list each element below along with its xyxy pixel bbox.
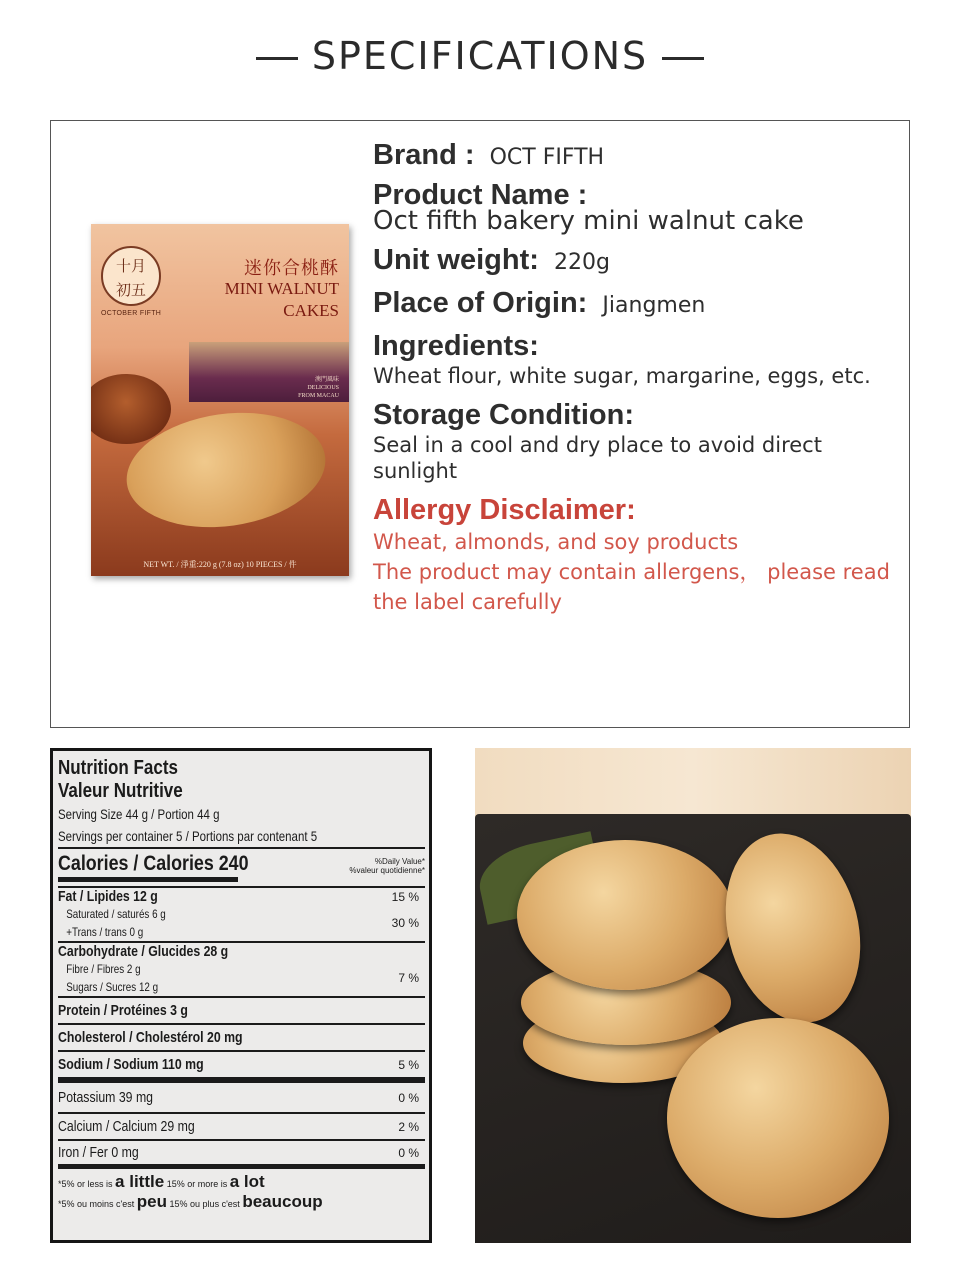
calories-underline <box>58 877 238 882</box>
brand-seal <box>101 246 161 306</box>
protein <box>58 1002 188 1019</box>
potassium-row <box>58 1083 425 1112</box>
product-name-en-line1: MINI WALNUT <box>224 279 339 298</box>
carbohydrate <box>58 943 228 960</box>
cholesterol-row <box>58 1023 425 1050</box>
spec-product-name <box>373 179 903 236</box>
spec-brand-value: OCT FIFTH <box>489 145 605 170</box>
foot1-small: *5% or less is <box>58 1179 113 1189</box>
nutrition-title-en: Nutrition Facts <box>58 757 178 779</box>
footnote-fr <box>58 1193 425 1213</box>
cholesterol <box>58 1029 243 1046</box>
seal-line-2: 初五 <box>115 281 146 299</box>
trans: +Trans / trans 0 g <box>66 925 144 939</box>
macau-en-line1: DELICIOUS <box>307 385 339 391</box>
product-name-en <box>225 278 339 322</box>
spec-allergy-label: Allergy Disclaimer: <box>373 494 636 526</box>
fat-label: Fat / Lipides 12 g <box>58 888 158 905</box>
carb-pct: 7 % <box>398 971 419 985</box>
cookie-stack-top <box>517 840 733 990</box>
dv-line1: %Daily Value* <box>374 857 425 866</box>
dv-line2: %valeur quotidienne* <box>349 866 425 875</box>
daily-value-header <box>349 857 425 875</box>
iron-row <box>58 1139 425 1164</box>
cookies-photo <box>475 748 911 1243</box>
nutrition-facts-label <box>50 748 432 1243</box>
iron: Iron / Fer 0 mg <box>58 1144 139 1161</box>
saturated-rows <box>58 905 425 941</box>
spec-product-name-value: Oct fifth bakery mini walnut cake <box>373 206 804 236</box>
product-box-image <box>91 224 349 576</box>
spec-list <box>373 139 903 627</box>
nutrition-title-fr: Valeur Nutritive <box>58 780 183 802</box>
calories-row <box>58 849 425 875</box>
fat <box>58 888 158 905</box>
net-weight: NET WT. / 淨重:220 g (7.8 oz) 10 PIECES / 件 <box>143 560 297 569</box>
spec-ingredients <box>373 330 903 389</box>
spec-unit-weight-value: 220g <box>554 250 610 275</box>
saturated-pct: 30 % <box>391 916 419 930</box>
footnote-divider <box>58 1164 425 1169</box>
specifications-panel <box>50 120 910 728</box>
spec-product-name-label: Product Name : <box>373 179 588 211</box>
brand-en: OCTOBER FIFTH <box>101 310 162 317</box>
title-dash-right <box>662 57 704 60</box>
spec-allergy <box>373 494 903 617</box>
iron-pct: 0 % <box>398 1145 419 1160</box>
spec-origin-value: Jiangmen <box>602 293 706 318</box>
product-name-en-line2: CAKES <box>283 301 339 320</box>
calcium-pct: 2 % <box>398 1119 419 1134</box>
product-name-cn: 迷你合桃酥 <box>244 258 339 279</box>
protein-label: Protein / Protéines 3 g <box>58 1002 188 1019</box>
sodium-row <box>58 1050 425 1077</box>
foot1-big2: a lot <box>229 1172 265 1191</box>
saturated: Saturated / saturés 6 g <box>66 907 166 921</box>
macau-cn: 澳門風味 <box>314 377 339 383</box>
spec-origin <box>373 287 903 320</box>
spec-brand-label: Brand : <box>373 139 475 171</box>
carb-sub-rows <box>58 960 425 996</box>
calories: Calories / Calories 240 <box>58 852 249 875</box>
foot2-small: *5% ou moins c'est <box>58 1199 135 1209</box>
title-dash-left <box>256 57 298 60</box>
spec-ingredients-label: Ingredients: <box>373 330 539 362</box>
spec-storage <box>373 399 903 484</box>
calcium: Calcium / Calcium 29 mg <box>58 1118 195 1135</box>
spec-allergy-line1: Wheat, almonds, and soy products <box>373 530 739 554</box>
foot1-big: a little <box>115 1172 165 1191</box>
foot2-small2: 15% ou plus c'est <box>169 1199 240 1209</box>
fat-row <box>58 886 425 905</box>
sodium-label: Sodium / Sodium 110 mg <box>58 1056 204 1073</box>
macau-en-line2: FROM MACAU <box>298 393 339 399</box>
spec-ingredients-value: Wheat flour, white sugar, margarine, eggs, etc. <box>373 364 871 388</box>
fibre: Fibre / Fibres 2 g <box>66 962 141 976</box>
protein-row <box>58 996 425 1023</box>
carb-row <box>58 941 425 960</box>
cholesterol-label: Cholesterol / Cholestérol 20 mg <box>58 1029 243 1046</box>
foot2-big: peu <box>136 1192 168 1211</box>
foot2-big2: beaucoup <box>242 1192 323 1211</box>
macau-tagline <box>298 376 339 400</box>
footnote-en <box>58 1173 425 1193</box>
potassium-pct: 0 % <box>398 1090 419 1105</box>
carb-label: Carbohydrate / Glucides 28 g <box>58 943 229 960</box>
spec-unit-weight <box>373 244 903 277</box>
foot1-small2: 15% or more is <box>166 1179 228 1189</box>
spec-allergy-line2: The product may contain allergens， please read the label carefully <box>373 560 890 614</box>
seal-line-1: 十月 <box>115 257 146 275</box>
fat-pct: 15 % <box>391 889 419 904</box>
sodium <box>58 1056 204 1073</box>
serving-size: Serving Size 44 g / Portion 44 g <box>58 806 220 822</box>
page-title <box>0 34 960 78</box>
spec-origin-label: Place of Origin: <box>373 287 588 319</box>
calcium-row <box>58 1112 425 1139</box>
spec-brand <box>373 139 903 172</box>
servings-per-container: Servings per container 5 / Portions par contenant 5 <box>58 828 318 844</box>
sodium-pct: 5 % <box>398 1057 419 1072</box>
title-text: SPECIFICATIONS <box>311 34 649 78</box>
potassium: Potassium 39 mg <box>58 1089 154 1106</box>
spec-unit-weight-label: Unit weight: <box>373 244 539 276</box>
cookie-front <box>667 1018 889 1218</box>
spec-storage-label: Storage Condition: <box>373 399 634 431</box>
spec-storage-value: Seal in a cool and dry place to avoid direct sunlight <box>373 433 822 483</box>
sugars: Sugars / Sucres 12 g <box>66 980 159 994</box>
